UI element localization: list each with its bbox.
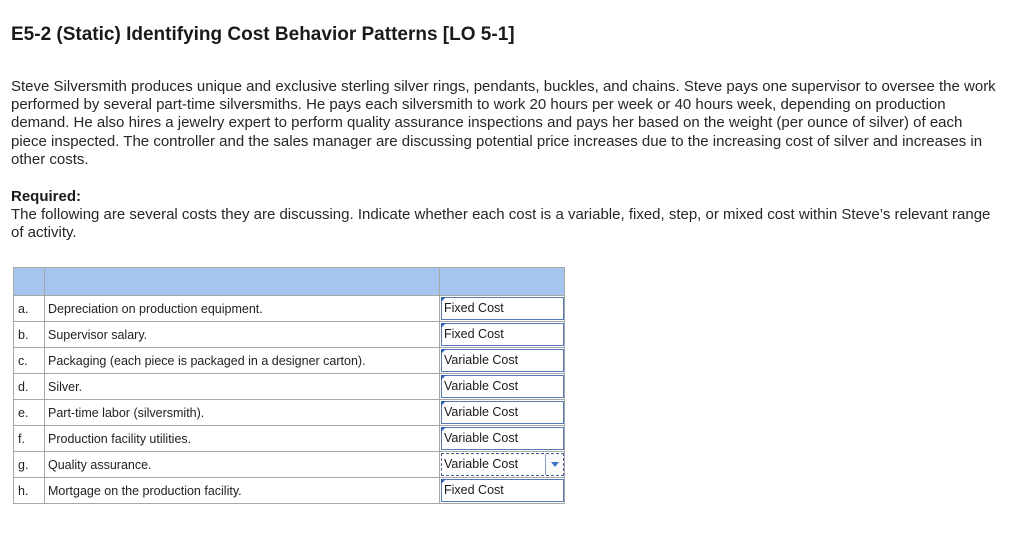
cost-type-select[interactable] (441, 401, 564, 424)
cost-type-value: Variable Cost (444, 431, 519, 445)
table-row (14, 374, 565, 400)
row-letter: c. (14, 348, 45, 374)
cost-behavior-table (13, 267, 565, 504)
header-answer-cell (440, 268, 565, 296)
answer-cell (440, 322, 565, 348)
answer-cell (440, 374, 565, 400)
row-letter: h. (14, 478, 45, 504)
cost-type-value: Variable Cost (444, 457, 519, 471)
answer-cell (440, 400, 565, 426)
table-row (14, 400, 565, 426)
answer-cell (440, 348, 565, 374)
row-letter: a. (14, 296, 45, 322)
cost-type-select-active[interactable] (441, 453, 564, 476)
row-letter: e. (14, 400, 45, 426)
cost-type-value: Variable Cost (444, 353, 519, 367)
answer-flag-icon (441, 323, 446, 328)
cost-type-value: Fixed Cost (444, 483, 504, 497)
answer-cell (440, 296, 565, 322)
cost-type-value: Fixed Cost (444, 301, 504, 315)
cost-type-select[interactable] (441, 375, 564, 398)
answer-flag-icon (441, 297, 446, 302)
answer-flag-icon (441, 349, 446, 354)
answer-flag-icon (441, 427, 446, 432)
answer-flag-icon (441, 401, 446, 406)
cost-type-select[interactable] (441, 349, 564, 372)
cost-type-select[interactable] (441, 323, 564, 346)
row-letter: g. (14, 452, 45, 478)
answer-cell (440, 452, 565, 478)
answer-cell (440, 426, 565, 452)
answer-flag-icon (441, 375, 446, 380)
row-description: Supervisor salary. (45, 322, 440, 348)
answer-cell (440, 478, 565, 504)
table-row (14, 452, 565, 478)
cost-type-select[interactable] (441, 297, 564, 320)
row-description: Silver. (45, 374, 440, 400)
row-letter: f. (14, 426, 45, 452)
row-description: Mortgage on the production facility. (45, 478, 440, 504)
required-text: The following are several costs they are discussing. Indicate whether each cost is a variable, fixed, step, or mixed cost within Steve’s relevant range of activity. (11, 206, 991, 242)
row-description: Quality assurance. (45, 452, 440, 478)
chevron-down-icon (551, 462, 559, 467)
header-letter-cell (14, 268, 45, 296)
table-row (14, 478, 565, 504)
table-row (14, 322, 565, 348)
cost-type-select[interactable] (441, 479, 564, 502)
answer-flag-icon (441, 479, 446, 484)
row-description: Packaging (each piece is packaged in a designer carton). (45, 348, 440, 374)
row-letter: b. (14, 322, 45, 348)
cost-type-select[interactable] (441, 427, 564, 450)
table-row (14, 348, 565, 374)
cost-type-value: Variable Cost (444, 379, 519, 393)
table-header-row (14, 268, 565, 296)
cost-type-value: Fixed Cost (444, 327, 504, 341)
header-description-cell (45, 268, 440, 296)
required-label: Required: (11, 188, 82, 205)
row-description: Depreciation on production equipment. (45, 296, 440, 322)
dropdown-button[interactable] (545, 454, 563, 475)
table-row (14, 426, 565, 452)
row-letter: d. (14, 374, 45, 400)
row-description: Production facility utilities. (45, 426, 440, 452)
row-description: Part-time labor (silversmith). (45, 400, 440, 426)
problem-intro: Steve Silversmith produces unique and exclusive sterling silver rings, pendants, buckles, and chains. Steve pays one supervisor to oversee the work performed by several part-time silversmiths. He pays each silversmith to work 20 hours per week or 40 hours week, depending on production demand. He also hires a jewelry expert to perform quality assurance inspections and pays her based on the weight (per ounce of silver) of each piece inspected. The controller and the sales manager are discussing potential price increases due to the increasing cost of silver and increases in other costs. (11, 78, 996, 168)
table-row (14, 296, 565, 322)
page-title: E5-2 (Static) Identifying Cost Behavior Patterns [LO 5-1] (11, 24, 515, 45)
cost-type-value: Variable Cost (444, 405, 519, 419)
